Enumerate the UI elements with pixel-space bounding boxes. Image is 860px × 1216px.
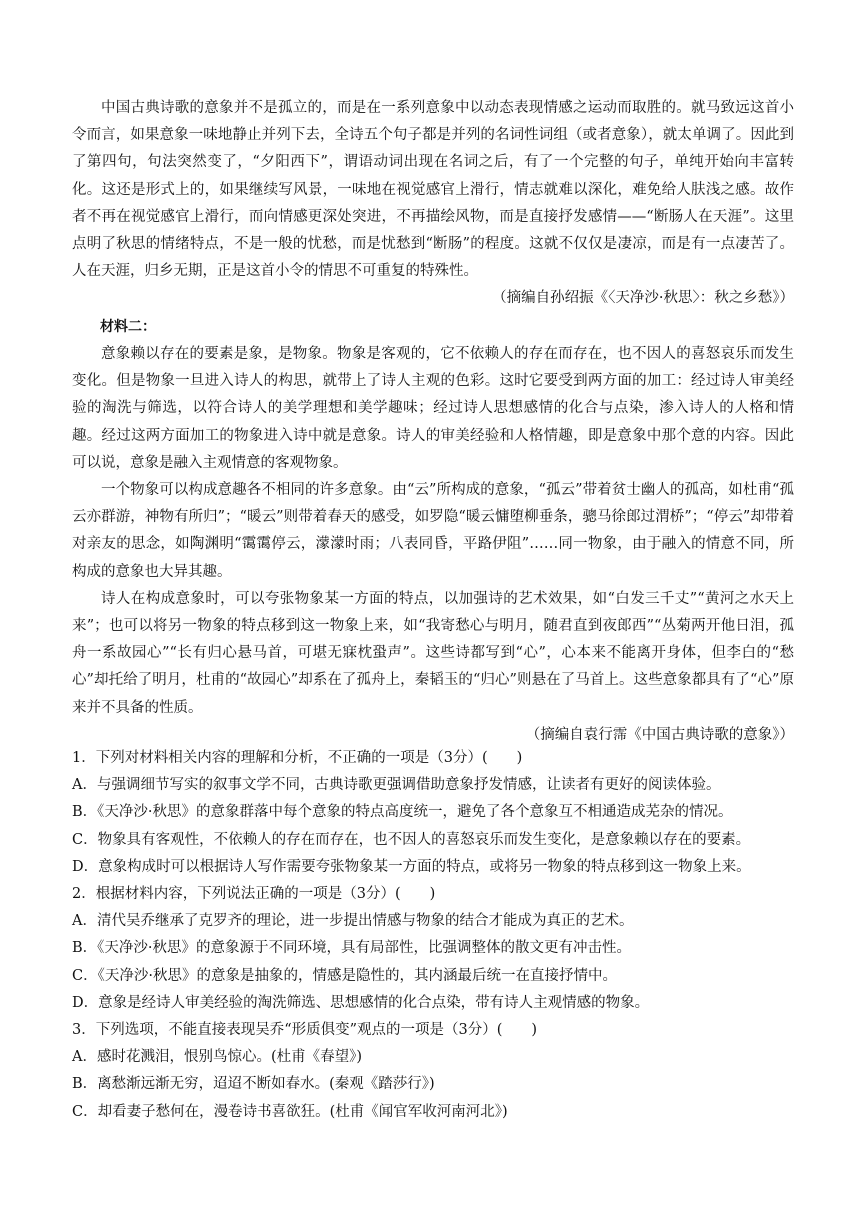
question-1-option-c[interactable]: C．物象具有客观性，不依赖人的存在而存在，也不因人的喜怒哀乐而发生变化，是意象赖以存在的要素。 bbox=[72, 831, 751, 848]
material-two-paragraph-1: 意象赖以存在的要素是象，是物象。物象是客观的，它不依赖人的存在而存在，也不因人的喜怒哀乐而发生变化。但是物象一旦进入诗人的构思，就带上了诗人主观的色彩。这时它要受到两方面的加工：经过诗人审美经验的淘洗与筛选，以符合诗人的美学理想和美学趣味；经过诗人思想感情的化合与点染，渗入诗人的人格和情趣。经过这两方面加工的物象进入诗中就是意象。诗人的审美经验和人格情趣，即是意象中那个意的内容。因此可以说，意象是融入主观情意的客观物象。 bbox=[72, 346, 794, 471]
question-3-stem: 3．下列选项，不能直接表现吴乔“形质俱变”观点的一项是（3分）( ) bbox=[72, 1022, 538, 1039]
question-2-stem: 2．根据材料内容，下列说法正确的一项是（3分）( ) bbox=[72, 886, 436, 903]
question-2-option-a[interactable]: A．清代吴乔继承了克罗齐的理论，进一步提出情感与物象的结合才能成为真正的艺术。 bbox=[72, 913, 634, 930]
question-3-option-a[interactable]: A．感时花溅泪，恨别鸟惊心。(杜甫《春望》) bbox=[72, 1049, 363, 1066]
question-3-option-b[interactable]: B．离愁渐远渐无穷，迢迢不断如春水。(秦观《踏莎行》) bbox=[72, 1076, 435, 1093]
material-two-source: （摘编自袁行霈《中国古典诗歌的意象》） bbox=[525, 726, 794, 743]
material-two-paragraph-2: 一个物象可以构成意趣各不相同的许多意象。由“云”所构成的意象，“孤云”带着贫士幽人的孤高，如杜甫“孤云亦群游，神物有所归”；“暖云”则带着春天的感受，如罗隐“暖云慵堕柳垂条，骢马徐郎过渭桥”；“停云”却带着对亲友的思念，如陶渊明“霭霭停云，濛濛时雨；八表同昏，平路伊阻”……同一物象，由于融入的情意不同，所构成的意象也大异其趣。 bbox=[72, 482, 794, 580]
question-2-option-c[interactable]: C．《天净沙·秋思》的意象是抽象的，情感是隐性的，其内涵最后统一在直接抒情中。 bbox=[72, 967, 617, 984]
questions bbox=[72, 745, 794, 1126]
question-1-option-d[interactable]: D．意象构成时可以根据诗人写作需要夸张物象某一方面的特点，或将另一物象的特点移到这一物象上来。 bbox=[72, 858, 751, 875]
material-one-source: （摘编自孙绍振《〈天净沙·秋思〉：秋之乡愁》） bbox=[492, 290, 794, 307]
material-two bbox=[72, 314, 794, 749]
question-2-option-b[interactable]: B．《天净沙·秋思》的意象源于不同环境，具有局部性，比强调整体的散文更有冲击性。 bbox=[72, 940, 632, 957]
material-one-paragraph: 中国古典诗歌的意象并不是孤立的，而是在一系列意象中以动态表现情感之运动而取胜的。就马致远这首小令而言，如果意象一味地静止并列下去，全诗五个句子都是并列的名词性词组（或者意象），就太单调了。因此到了第四句，句法突然变了，“夕阳西下”，谓语动词出现在名词之后，有了一个完整的句子，单纯开始向丰富转化。这还是形式上的，如果继续写风景，一味地在视觉感官上滑行，情志就难以深化，难免给人肤浅之感。故作者不再在视觉感官上滑行，而向情感更深处突进，不再描绘风物，而是直接抒发感情——“断肠人在天涯”。这里点明了秋思的情绪特点，不是一般的忧愁，而是忧愁到“断肠”的程度。这就不仅仅是凄凉，而是有一点凄苦了。人在天涯，归乡无期，正是这首小令的情思不可重复的特殊性。 bbox=[72, 100, 794, 280]
material-two-heading: 材料二： bbox=[100, 319, 156, 335]
material-one bbox=[72, 95, 794, 312]
question-1-option-b[interactable]: B．《天净沙·秋思》的意象群落中每个意象的特点高度统一，避免了各个意象互不相通造成芜杂的情况。 bbox=[72, 804, 733, 821]
question-1-stem: 1．下列对材料相关内容的理解和分析，不正确的一项是（3分）( ) bbox=[72, 750, 523, 766]
question-2-option-d[interactable]: D．意象是经诗人审美经验的淘洗筛选、思想感情的化合点染，带有诗人主观情感的物象。 bbox=[72, 994, 650, 1011]
material-two-paragraph-3: 诗人在构成意象时，可以夸张物象某一方面的特点，以加强诗的艺术效果，如“白发三千丈”“黄河之水天上来”；也可以将另一物象的特点移到这一物象上来，如“我寄愁心与明月，随君直到夜郎西”“丛菊两开他日泪，孤舟一系故园心”“长有归心悬马首，可堪无寐枕蛩声”。这些诗都写到“心”，心本来不能离开身体，但李白的“愁心”却托给了明月，杜甫的“故园心”却系在了孤舟上，秦韬玉的“归心”则悬在了马首上。这些意象都具有了“心”原来并不具备的性质。 bbox=[72, 590, 794, 716]
question-3-option-c[interactable]: C．却看妻子愁何在，漫卷诗书喜欲狂。(杜甫《闻官军收河南河北》) bbox=[72, 1103, 508, 1120]
question-1-option-a[interactable]: A．与强调细节写实的叙事文学不同，古典诗歌更强调借助意象抒发情感，让读者有更好的阅读体验。 bbox=[72, 777, 721, 794]
